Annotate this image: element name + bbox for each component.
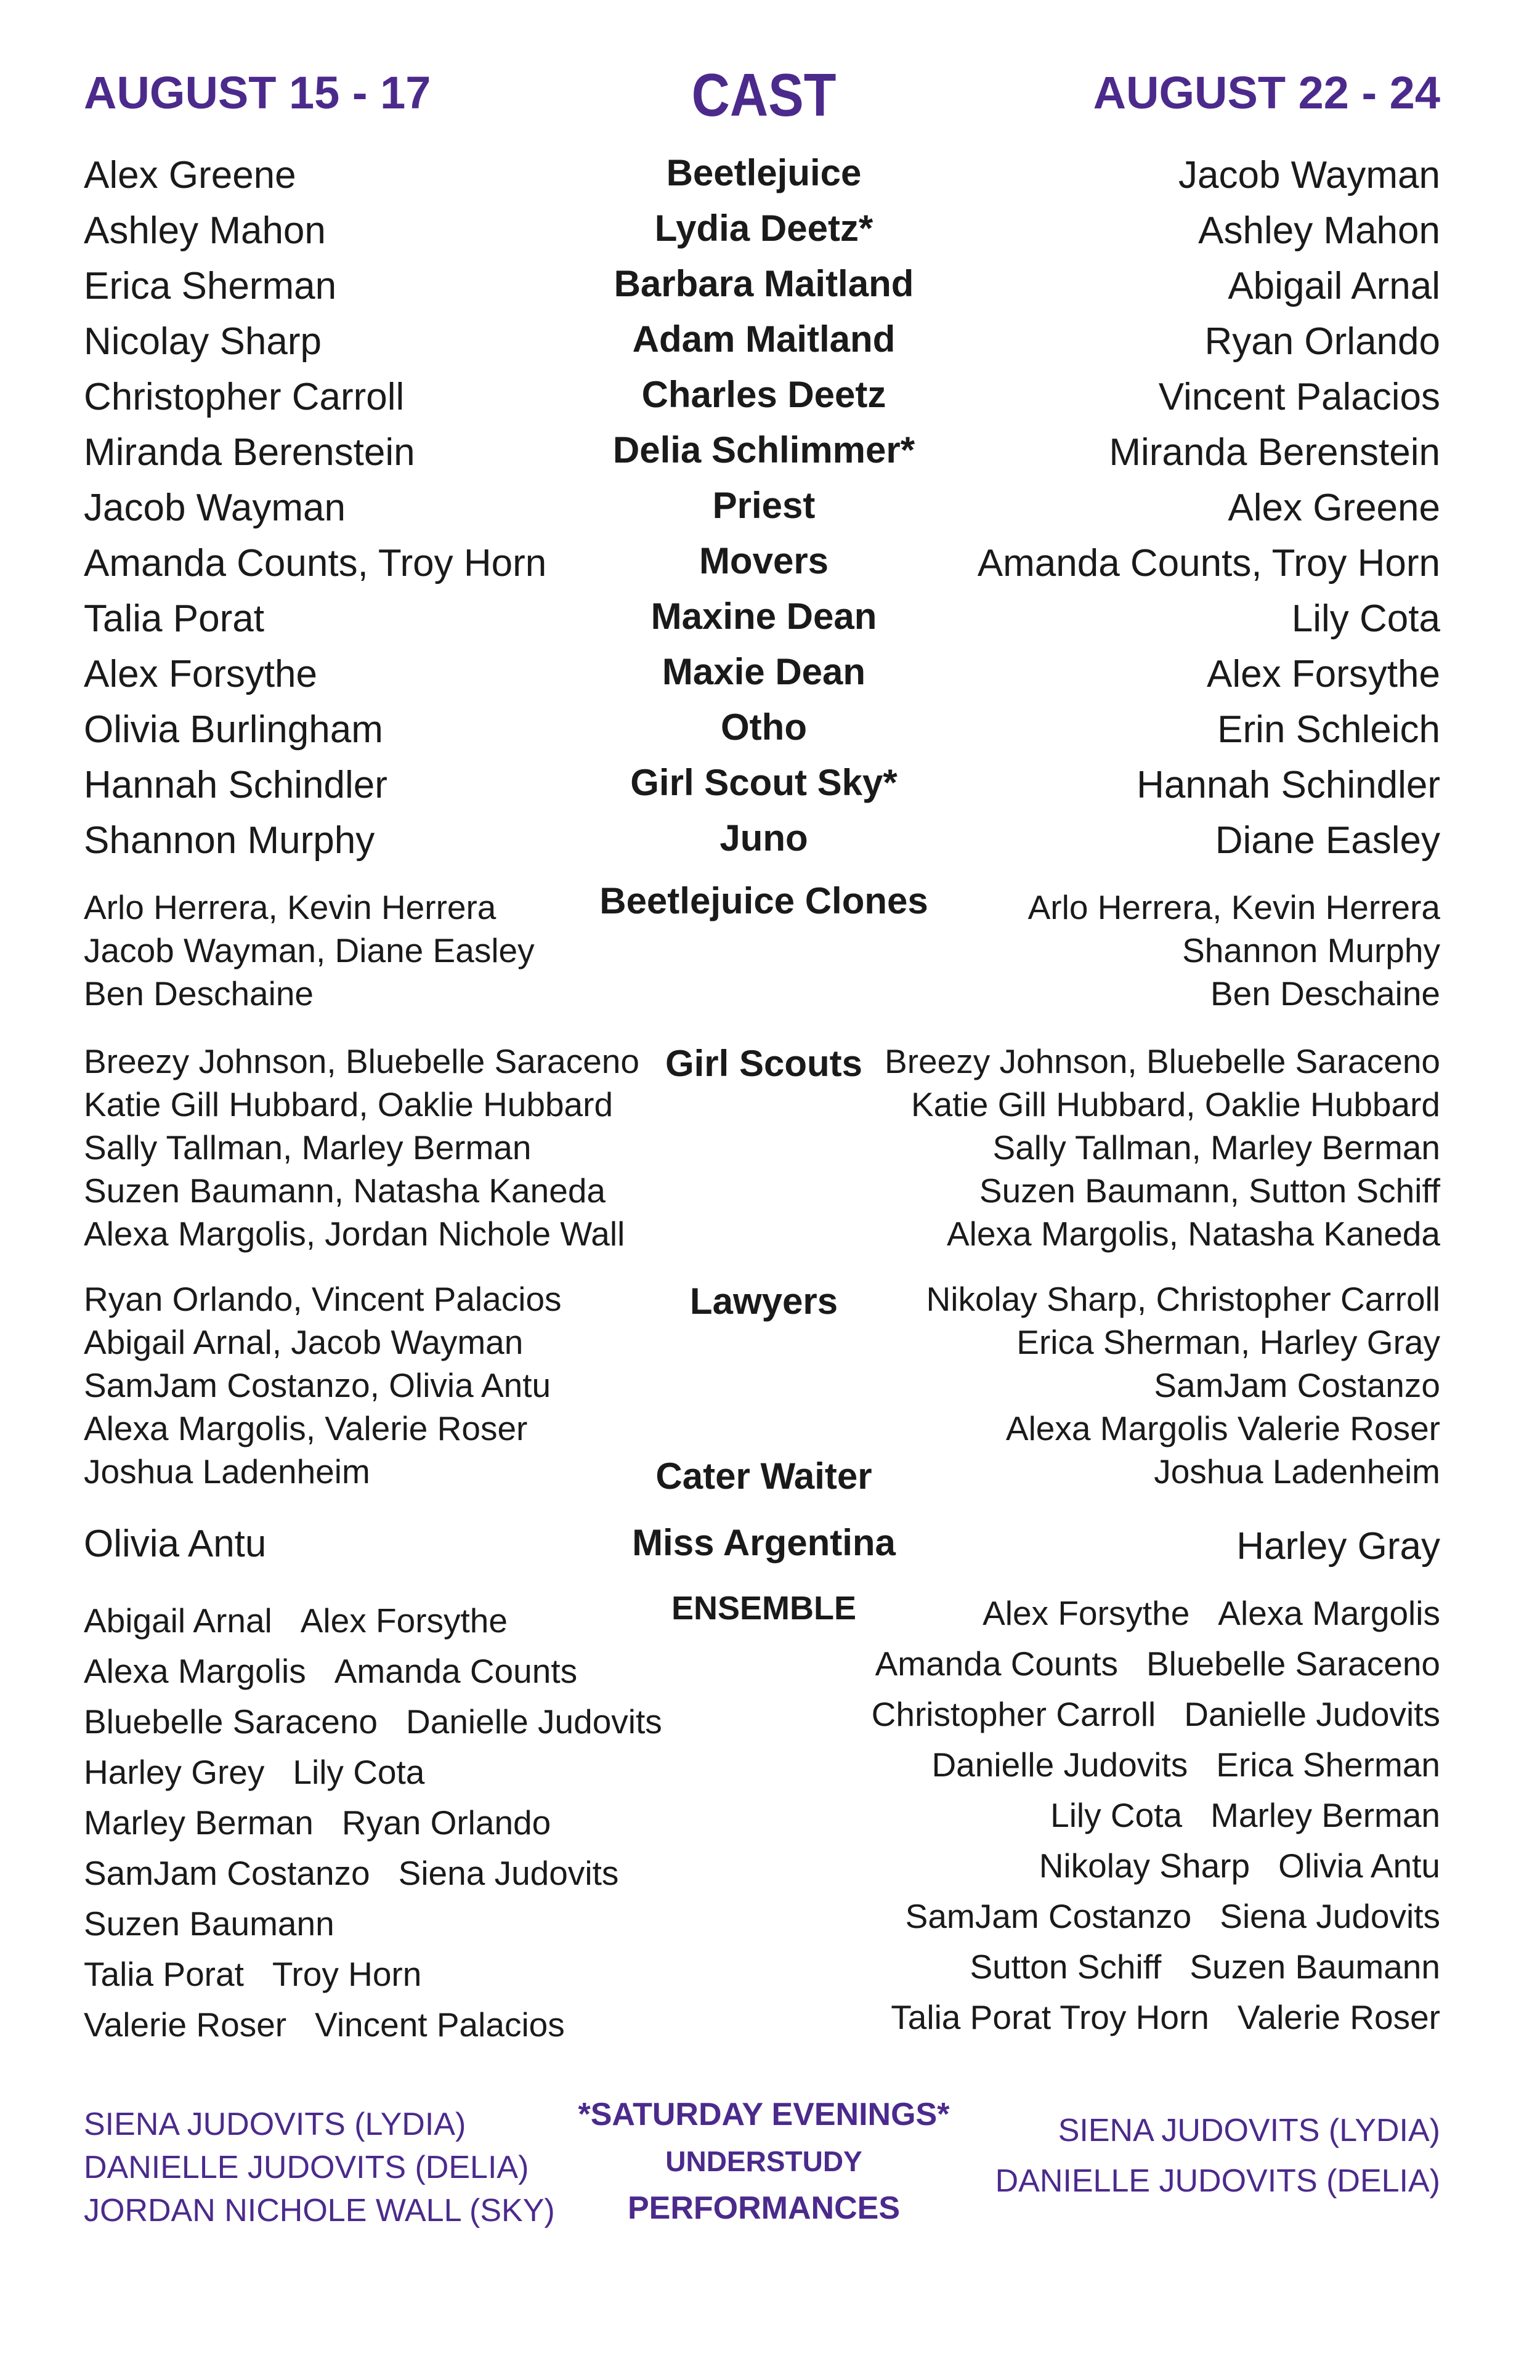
role-label: Juno (719, 817, 808, 859)
cast-name: SamJam Costanzo (84, 1854, 370, 1892)
ensemble-left-names (84, 1595, 662, 2050)
cast-title: CAST (691, 61, 837, 129)
role-label: Lydia Deetz* (654, 208, 873, 249)
cast-name: Hannah Schindler (84, 764, 387, 806)
ensemble-row (84, 1595, 662, 1646)
cast-name: Danielle Judovits (931, 1746, 1188, 1784)
cast-name: Amanda Counts (875, 1645, 1118, 1683)
cast-name: Abigail Arnal (1228, 265, 1440, 307)
role-label: Otho (721, 706, 807, 748)
cater-waiter-role: Cater Waiter (655, 1455, 872, 1497)
lawyers-role: Lawyers (689, 1281, 838, 1322)
cast-name: Alex Forsythe (84, 653, 318, 695)
cast-name: Joshua Ladenheim (84, 1452, 370, 1491)
cast-name: Suzen Baumann, Sutton Schiff (979, 1172, 1440, 1210)
role-label: Priest (712, 485, 816, 526)
cast-name: Nicolay Sharp (84, 320, 322, 363)
cast-name: Vincent Palacios (315, 2006, 565, 2044)
cast-name: Marley Berman (1210, 1796, 1440, 1834)
cast-name: Bluebelle Saraceno (1146, 1645, 1440, 1683)
cast-name: SamJam Costanzo, Olivia Antu (84, 1366, 551, 1404)
cast-name: Valerie Roser (84, 2006, 287, 2044)
cast-name: SamJam Costanzo (905, 1897, 1192, 1935)
cast-name: Jacob Wayman (1178, 154, 1440, 196)
cast-name: Joshua Ladenheim (1154, 1452, 1440, 1491)
clones-right-names (1028, 886, 1440, 1015)
understudy-right-list (995, 2105, 1440, 2206)
ensemble-row (84, 1747, 662, 1797)
cast-name: Alexa Margolis (1218, 1594, 1440, 1632)
ensemble-row (872, 1790, 1440, 1840)
cast-name: Marley Berman (84, 1803, 314, 1842)
role-label: Charles Deetz (641, 374, 886, 415)
cast-name: Christopher Carroll (84, 376, 405, 418)
ensemble-row (84, 1848, 662, 1898)
cast-name: Alexa Margolis (84, 1652, 306, 1690)
cast-name: Lily Cota (1291, 597, 1440, 640)
ensemble-row (84, 1999, 662, 2050)
understudy-left-list (84, 2103, 555, 2232)
ensemble-row (84, 1646, 662, 1696)
ensemble-row (84, 1696, 662, 1747)
cast-name: Alexa Margolis, Natasha Kaneda (946, 1215, 1440, 1253)
cast-name: Abigail Arnal, Jacob Wayman (84, 1323, 524, 1361)
role-label: Maxine Dean (650, 596, 877, 637)
principals-right-column (978, 148, 1440, 868)
cast-name: Ashley Mahon (84, 209, 326, 252)
cast-name: Talia Porat (84, 597, 264, 640)
girl-scouts-role: Girl Scouts (665, 1043, 863, 1084)
cast-name: Talia Porat (84, 1955, 244, 1993)
role-label: Adam Maitland (632, 318, 896, 360)
understudy-name: SIENA JUDOVITS (LYDIA) (1058, 2113, 1440, 2148)
role-label: Maxie Dean (662, 651, 866, 692)
cast-name: Amanda Counts, Troy Horn (977, 542, 1440, 585)
cast-name: Olivia Antu (1278, 1847, 1440, 1885)
cast-name: Valerie Roser (1237, 1998, 1440, 2036)
cast-name: Danielle Judovits (1184, 1695, 1440, 1733)
role-label: Beetlejuice (666, 152, 862, 193)
cast-name: Harley Grey (84, 1753, 265, 1791)
cast-name: Ryan Orlando, Vincent Palacios (84, 1280, 562, 1318)
cast-name: Suzen Baumann, Natasha Kaneda (84, 1172, 606, 1210)
cast-name: Ryan Orlando (341, 1803, 551, 1842)
role-label: Girl Scout Sky* (630, 762, 898, 803)
girl-scouts-right-names (885, 1040, 1440, 1255)
ensemble-row (872, 1689, 1440, 1739)
miss-argentina-role: Miss Argentina (632, 1522, 896, 1563)
ensemble-role: ENSEMBLE (671, 1590, 857, 1627)
understudy-name: JORDAN NICHOLE WALL (SKY) (84, 2193, 555, 2228)
cast-name: Suzen Baumann (84, 1904, 334, 1943)
cast-name: Arlo Herrera, Kevin Herrera (1027, 888, 1440, 926)
cast-name: Alex Forsythe (300, 1601, 508, 1640)
understudy-performances-note (554, 2091, 973, 2232)
cast-name: Abigail Arnal (84, 1601, 272, 1640)
argentina-left-name: Olivia Antu (84, 1523, 267, 1565)
cast-name: Talia Porat Troy Horn (891, 1998, 1209, 2036)
role-label: Barbara Maitland (614, 263, 914, 304)
ensemble-row (872, 1588, 1440, 1638)
saturday-evenings-label: *SATURDAY EVENINGS* (578, 2097, 950, 2132)
cast-name: Jacob Wayman, Diane Easley (84, 931, 535, 969)
ensemble-row (84, 1898, 662, 1949)
understudy-label: UNDERSTUDY (665, 2145, 862, 2177)
cast-name: Alex Greene (84, 154, 296, 196)
lawyers-left-names (84, 1277, 562, 1493)
ensemble-row (872, 1840, 1440, 1891)
cast-name: Ryan Orlando (1204, 320, 1440, 363)
cast-name: Miranda Berenstein (1109, 431, 1440, 474)
ensemble-row (84, 1797, 662, 1848)
cast-name: Sally Tallman, Marley Berman (84, 1128, 532, 1167)
cast-name: Katie Gill Hubbard, Oaklie Hubbard (84, 1085, 614, 1123)
role-label: Delia Schlimmer* (612, 429, 915, 471)
cast-name: Alex Forsythe (1206, 653, 1440, 695)
cast-name: Alexa Margolis Valerie Roser (1005, 1409, 1440, 1447)
cast-name: Alex Forsythe (983, 1594, 1190, 1632)
cast-name: Breezy Johnson, Bluebelle Saraceno (885, 1042, 1440, 1080)
ensemble-row (872, 1739, 1440, 1790)
cast-name: Diane Easley (1215, 819, 1440, 862)
dates-right-heading: AUGUST 22 - 24 (1093, 67, 1440, 118)
cast-name: Breezy Johnson, Bluebelle Saraceno (84, 1042, 639, 1080)
dates-left-heading: AUGUST 15 - 17 (84, 67, 431, 118)
cast-name: Ben Deschaine (84, 974, 314, 1013)
cast-name: Amanda Counts, Troy Horn (84, 542, 547, 585)
cast-name: Olivia Burlingham (84, 708, 383, 751)
ensemble-row (872, 1941, 1440, 1992)
cast-name: Erica Sherman (84, 265, 337, 307)
ensemble-row (872, 1992, 1440, 2042)
cast-name: Lily Cota (293, 1753, 425, 1791)
cast-name: Sutton Schiff (970, 1948, 1162, 1986)
ensemble-row (872, 1891, 1440, 1941)
understudy-name: DANIELLE JUDOVITS (DELIA) (995, 2163, 1440, 2199)
cast-name: Nikolay Sharp (1039, 1847, 1250, 1885)
cast-name: Arlo Herrera, Kevin Herrera (84, 888, 496, 926)
cast-name: Danielle Judovits (406, 1702, 662, 1741)
cast-name: Lily Cota (1050, 1796, 1183, 1834)
cast-name: Alexa Margolis, Jordan Nichole Wall (84, 1215, 625, 1253)
cast-name: Shannon Murphy (1182, 931, 1440, 969)
cast-name: Ashley Mahon (1198, 209, 1440, 252)
cast-name: Bluebelle Saraceno (84, 1702, 378, 1741)
cast-name: Shannon Murphy (84, 819, 375, 862)
girl-scouts-left-names (84, 1040, 639, 1255)
ensemble-right-names (872, 1588, 1440, 2042)
cast-name: Alexa Margolis, Valerie Roser (84, 1409, 528, 1447)
clones-role: Beetlejuice Clones (599, 880, 928, 921)
cast-name: Jacob Wayman (84, 487, 346, 529)
cast-name: Christopher Carroll (871, 1695, 1156, 1733)
cast-name: Erica Sherman, Harley Gray (1016, 1323, 1440, 1361)
cast-name: Erin Schleich (1217, 708, 1440, 751)
cast-name: Miranda Berenstein (84, 431, 415, 474)
argentina-right-name: Harley Gray (1236, 1525, 1440, 1568)
cast-name: Siena Judovits (1220, 1897, 1440, 1935)
ensemble-row (84, 1949, 662, 1999)
understudy-name: SIENA JUDOVITS (LYDIA) (84, 2107, 466, 2142)
ensemble-row (872, 1638, 1440, 1689)
understudy-name: DANIELLE JUDOVITS (DELIA) (84, 2150, 529, 2185)
performances-label: PERFORMANCES (627, 2190, 901, 2226)
lawyers-right-names (926, 1277, 1440, 1493)
cast-name: SamJam Costanzo (1154, 1366, 1440, 1404)
cast-name: Vincent Palacios (1158, 376, 1440, 418)
cast-name: Troy Horn (272, 1955, 422, 1993)
principals-left-column (84, 148, 546, 868)
cast-name: Nikolay Sharp, Christopher Carroll (926, 1280, 1440, 1318)
cast-name: Ben Deschaine (1210, 974, 1440, 1013)
role-label: Movers (699, 540, 829, 581)
clones-left-names (84, 886, 535, 1015)
cast-name: Katie Gill Hubbard, Oaklie Hubbard (910, 1085, 1440, 1123)
cast-name: Suzen Baumann (1189, 1948, 1440, 1986)
cast-name: Alex Greene (1228, 487, 1440, 529)
cast-name: Amanda Counts (334, 1652, 578, 1690)
cast-name: Hannah Schindler (1137, 764, 1440, 806)
cast-name: Erica Sherman (1216, 1746, 1440, 1784)
cast-name: Sally Tallman, Marley Berman (992, 1128, 1440, 1167)
cast-name: Siena Judovits (398, 1854, 619, 1892)
principals-role-column (554, 145, 973, 866)
